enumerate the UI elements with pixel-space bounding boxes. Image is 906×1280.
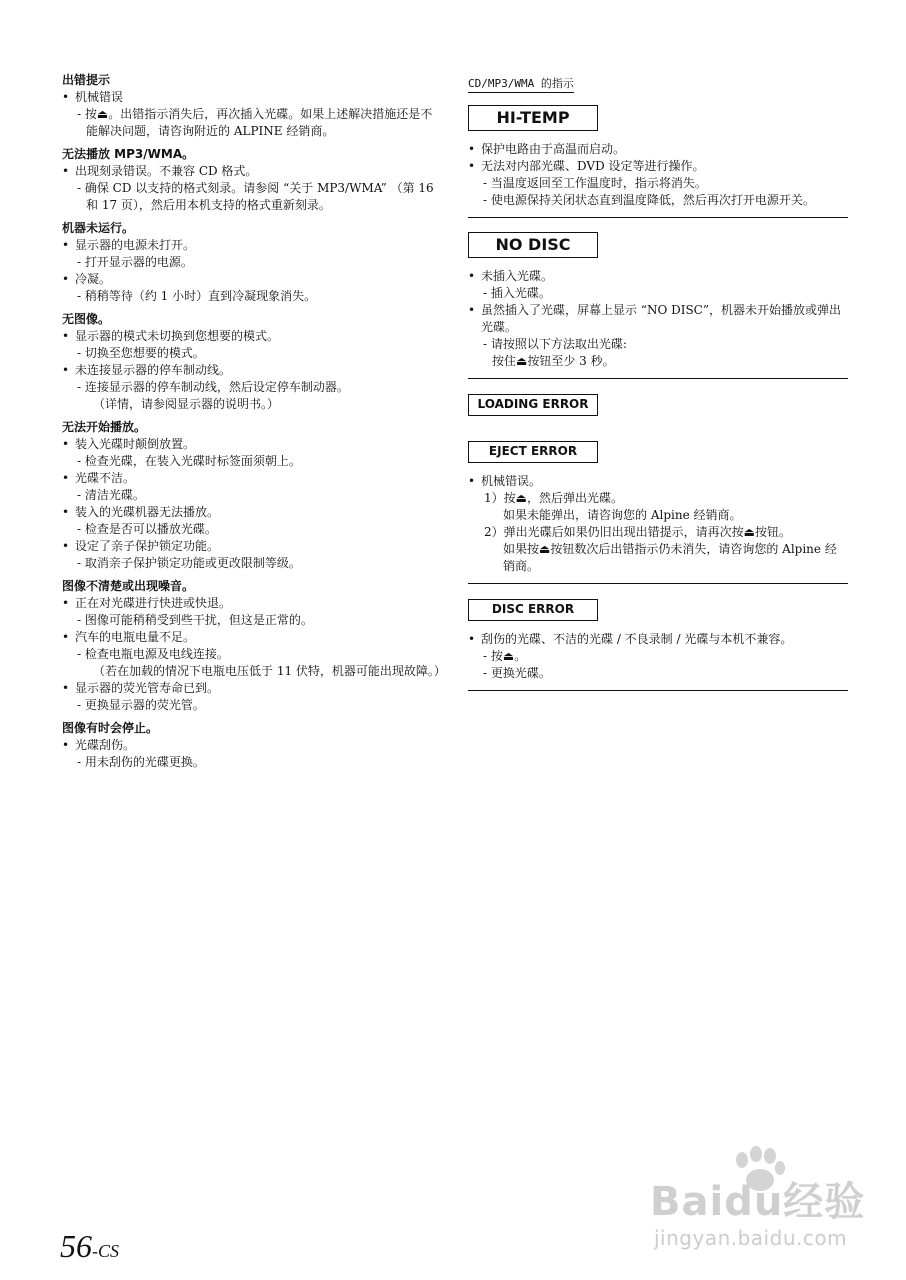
no-disc-remedy: - 插入光碟。 [483,286,551,300]
symptom-bullet: • 显示器的电源未打开。 [62,237,442,254]
eject-step-detail: 如果未能弹出，请咨询您的 Alpine 经销商。 [503,508,742,522]
symptom-bullet: • 显示器的模式未切换到您想要的模式。 [62,328,442,345]
symptom-bullet: • 机械错误 [62,89,442,106]
eject-step: 1）按⏏，然后弹出光碟。 [484,491,623,505]
remedy-line: - 打开显示器的电源。 [77,255,193,269]
symptom-bullet: • 光碟刮伤。 [62,737,442,754]
trouble-section [62,720,442,771]
trouble-section [62,311,442,413]
page-number-value: 56 [60,1228,92,1264]
hi-temp-bullet: • 无法对内部光碟、DVD 设定等进行操作。 [468,158,848,175]
disc-error-indicator: DISC ERROR [468,599,598,621]
remedy-line: - 连接显示器的停车制动线，然后设定停车制动器。 [77,380,349,394]
remedy-line: - 确保 CD 以支持的格式刻录。请参阅 “关于 MP3/WMA” （第 16 和 17 页），然后用本机支持的格式重新刻录。 [77,181,434,212]
trouble-section [62,220,442,305]
symptom-bullet: • 设定了亲子保护锁定功能。 [62,538,442,555]
no-disc-indicator: NO DISC [468,232,598,258]
no-disc-block [468,232,848,379]
section-title: 无法开始播放。 [62,420,147,434]
remedy-note: （详情，请参阅显示器的说明书。） [93,397,280,411]
disc-error-bullet: • 刮伤的光碟、不洁的光碟 / 不良录制 / 光碟与本机不兼容。 [468,631,848,648]
hi-temp-block [468,105,848,218]
eject-step-detail: 如果按⏏按钮数次后出错指示仍未消失，请咨询您的 Alpine 经销商。 [503,542,837,573]
hi-temp-bullet: • 保护电路由于高温而启动。 [468,141,848,158]
remedy-line: - 图像可能稍稍受到些干扰，但这是正常的。 [77,613,313,627]
remedy-line: - 稍稍等待（约 1 小时）直到冷凝现象消失。 [77,289,317,303]
remedy-line: - 取消亲子保护锁定功能或更改限制等级。 [77,556,301,570]
eject-error-bullet: • 机械错误。 [468,473,848,490]
section-title: 机器未运行。 [62,221,135,235]
section-title: 出错提示 [62,73,111,87]
trouble-section [62,578,446,714]
disc-error-remedy: - 更换光碟。 [483,666,551,680]
symptom-bullet: • 汽车的电瓶电量不足。 [62,629,442,646]
disc-error-block [468,598,848,691]
eject-error-block [468,393,848,584]
trouble-section [62,72,442,140]
no-disc-remedy-detail: 按住⏏按钮至少 3 秒。 [492,354,615,368]
section-title: 无法播放 MP3/WMA。 [62,147,195,161]
trouble-section [62,146,442,214]
symptom-bullet: • 光碟不洁。 [62,470,442,487]
symptom-bullet: • 正在对光碟进行快进或快退。 [62,595,442,612]
watermark-brand: Baidu经验 [650,1179,866,1225]
symptom-bullet: • 装入光碟时颠倒放置。 [62,436,442,453]
remedy-line: - 更换显示器的荧光管。 [77,698,205,712]
remedy-line: - 切换至您想要的模式。 [77,346,205,360]
trouble-section [62,419,442,572]
remedy-line: - 按⏏。出错指示消失后，再次插入光碟。如果上述解决措施还是不能解决问题，请咨询附近的 ALPINE 经销商。 [77,107,433,138]
hi-temp-indicator: HI-TEMP [468,105,598,131]
hi-temp-remedy: - 当温度返回至工作温度时，指示将消失。 [483,176,707,190]
symptom-bullet: • 出现刻录错误。不兼容 CD 格式。 [62,163,442,180]
symptom-bullet: • 装入的光碟机器无法播放。 [62,504,442,521]
remedy-line: - 检查光碟，在装入光碟时标签面须朝上。 [77,454,301,468]
page-number [60,1228,119,1265]
page-number-suffix: -CS [92,1241,119,1261]
indicator-heading: CD/MP3/WMA 的指示 [468,76,574,93]
no-disc-bullet: • 虽然插入了光碟，屏幕上显示 “NO DISC”，机器未开始播放或弹出光碟。 [468,302,848,336]
eject-error-indicator: EJECT ERROR [468,441,598,463]
right-column [468,72,848,705]
disc-error-remedy: - 按⏏。 [483,649,527,663]
troubleshooting-sections [62,72,446,771]
left-column [62,72,446,777]
remedy-line: - 清洁光碟。 [77,488,145,502]
baidu-watermark [650,1150,870,1270]
section-title: 无图像。 [62,312,111,326]
no-disc-bullet: • 未插入光碟。 [468,268,848,285]
remedy-line: - 检查电瓶电源及电线连接。 [77,647,229,661]
loading-error-indicator: LOADING ERROR [468,394,598,416]
symptom-bullet: • 未连接显示器的停车制动线。 [62,362,442,379]
hi-temp-remedy: - 使电源保持关闭状态直到温度降低，然后再次打开电源开关。 [483,193,815,207]
section-title: 图像有时会停止。 [62,721,159,735]
remedy-line: - 检查是否可以播放光碟。 [77,522,217,536]
remedy-note: （若在加载的情况下电瓶电压低于 11 伏特，机器可能出现故障。） [93,664,446,678]
watermark-url: jingyan.baidu.com [654,1226,848,1250]
eject-step: 2）弹出光碟后如果仍旧出现出错提示，请再次按⏏按钮。 [484,525,791,539]
symptom-bullet: • 冷凝。 [62,271,442,288]
symptom-bullet: • 显示器的荧光管寿命已到。 [62,680,442,697]
section-title: 图像不清楚或出现噪音。 [62,579,195,593]
remedy-line: - 用未刮伤的光碟更换。 [77,755,205,769]
no-disc-remedy: - 请按照以下方法取出光碟: [483,337,627,351]
